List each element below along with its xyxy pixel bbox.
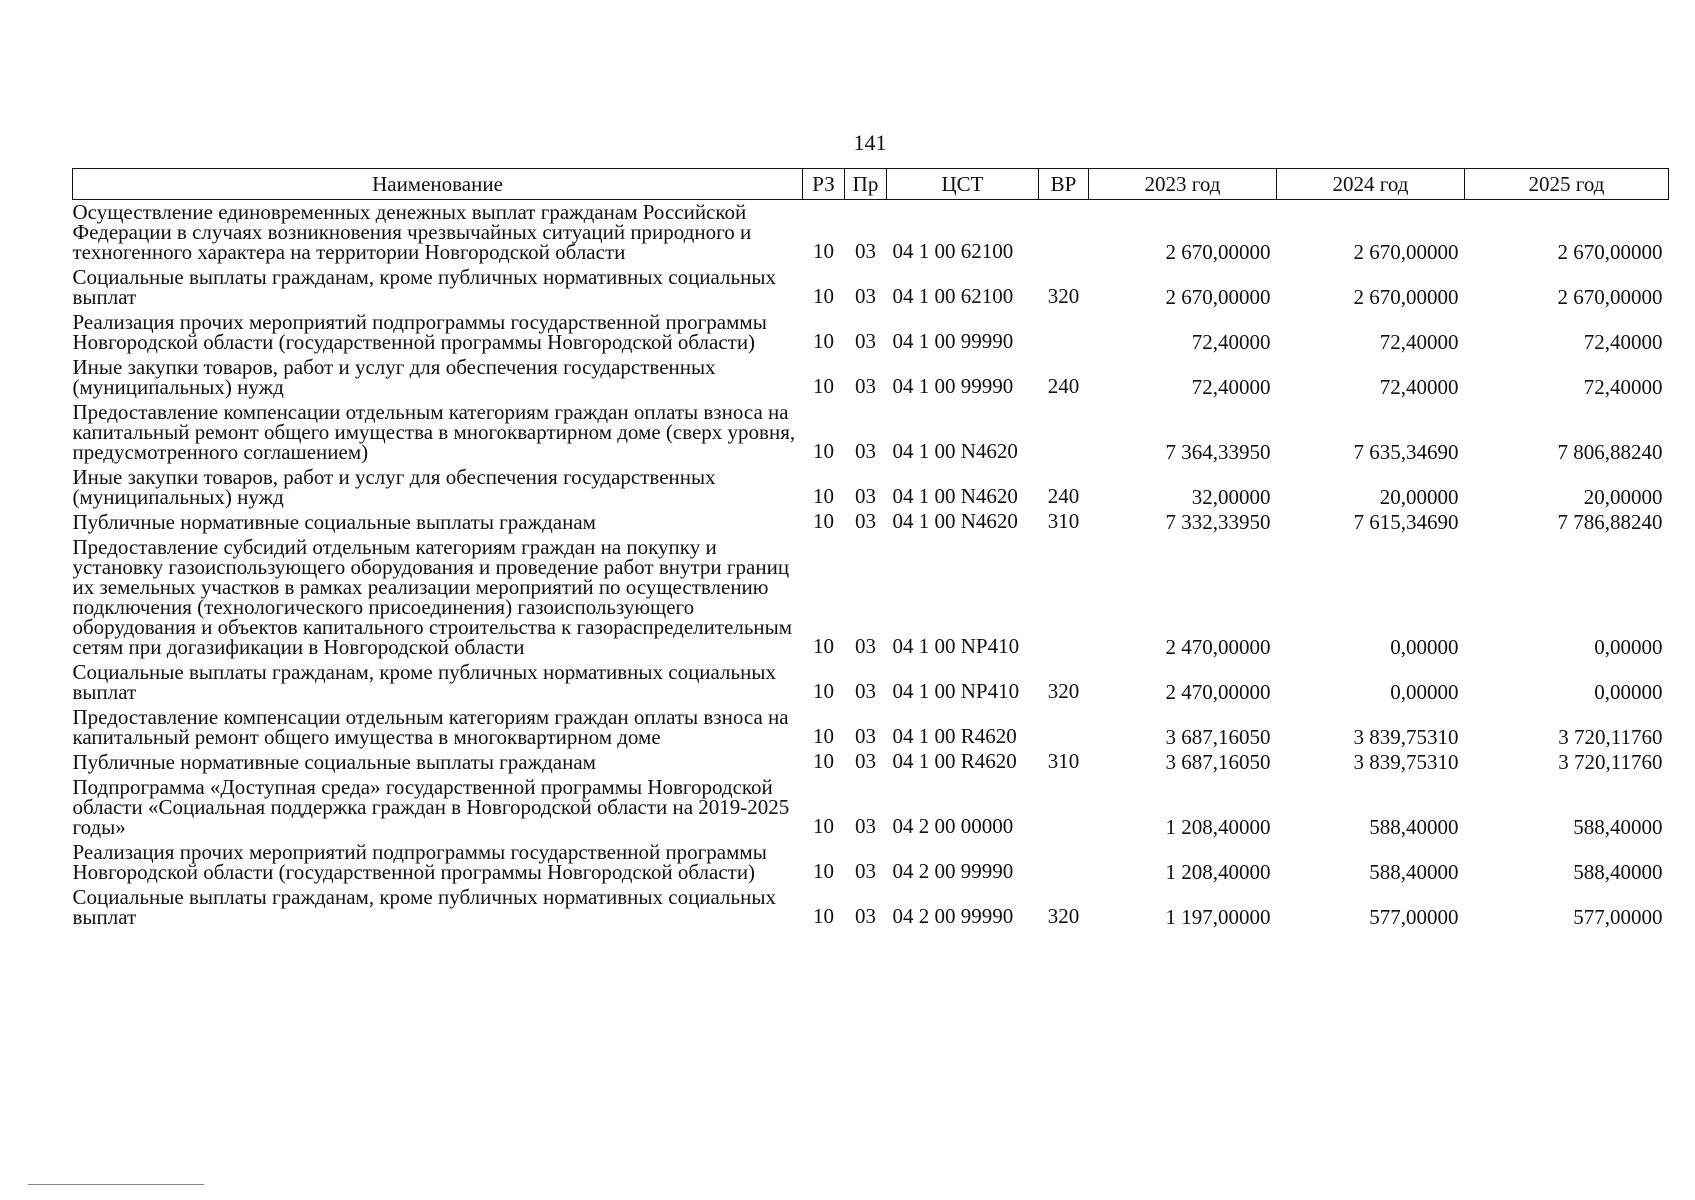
row-2025: 588,40000 [1573,815,1663,839]
budget-table [72,168,1669,930]
row-vr: 310 [1047,749,1080,773]
row-vr: 320 [1047,904,1080,928]
row-2023: 2 470,00000 [1165,635,1271,659]
row-name: Подпрограмма «Доступная среда» государственной программы Новгородской области «Социальная поддержка граждан в Новгородской области на 2019-2025 годы» [72,775,790,839]
row-2025: 0,00000 [1594,680,1663,704]
row-rz: 10 [813,439,834,463]
row-name: Иные закупки товаров, работ и услуг для обеспечения государственных (муниципальных) нужд [72,355,716,399]
row-vr [1039,705,1089,750]
row-2024: 0,00000 [1390,680,1459,704]
row-name: Социальные выплаты гражданам, кроме публичных нормативных социальных выплат [72,660,776,704]
row-rz: 10 [813,904,834,928]
row-2023: 1 208,40000 [1165,860,1271,884]
row-name: Осуществление единовременных денежных выплат гражданам Российской Федерации в случаях возникновения чрезвычайных ситуаций природного и техногенного характера на территории Новгородской области [72,200,752,264]
table-row [73,535,1669,660]
row-2023: 7 332,33950 [1165,510,1271,534]
row-name: Социальные выплаты гражданам, кроме публичных нормативных социальных выплат [72,265,776,309]
row-rz: 10 [813,724,834,748]
row-cst: 04 1 00 99990 [892,329,1014,353]
row-cst: 04 1 00 N4620 [892,439,1018,463]
row-pr: 03 [855,749,876,773]
row-vr [1039,840,1089,885]
row-cst: 04 1 00 62100 [892,284,1014,308]
header-2024: 2024 год [1277,169,1465,200]
row-2025: 3 720,11760 [1558,725,1663,749]
row-pr: 03 [855,679,876,703]
row-name: Иные закупки товаров, работ и услуг для обеспечения государственных (муниципальных) нужд [72,465,716,509]
row-2024: 7 615,34690 [1353,510,1459,534]
row-2025: 20,00000 [1583,485,1663,509]
table-row [73,265,1669,310]
row-rz: 10 [813,284,834,308]
row-rz: 10 [813,484,834,508]
table-row [73,200,1669,266]
row-name: Социальные выплаты гражданам, кроме публичных нормативных социальных выплат [72,885,776,929]
header-name: Наименование [73,169,803,200]
row-rz: 10 [813,509,834,533]
row-cst: 04 2 00 00000 [892,814,1014,838]
row-pr: 03 [855,484,876,508]
row-pr: 03 [855,509,876,533]
row-2025: 0,00000 [1594,635,1663,659]
table-body [73,200,1669,931]
row-2024: 72,40000 [1379,375,1459,399]
row-name: Реализация прочих мероприятий подпрограммы государственной программы Новгородской области (государственной программы Новгородской области) [72,840,767,884]
row-name: Предоставление компенсации отдельным категориям граждан оплаты взноса на капитальный ремонт общего имущества в многоквартирном доме [72,705,789,749]
row-name: Предоставление компенсации отдельным категориям граждан оплаты взноса на капитальный ремонт общего имущества в многоквартирном доме (сверх уровня, предусмотренного соглашением) [72,400,796,464]
row-cst: 04 1 00 N4620 [892,509,1018,533]
row-pr: 03 [855,634,876,658]
row-name: Предоставление субсидий отдельным категориям граждан на покупку и установку газоиспользующего оборудования и проведение работ внутри границ их земельных участков в рамках реализации мероприятий по осуществлению подключения (технологического присоединения) газоиспользующего оборудования и объектов капитального строительства к газораспределительным сетям при догазификации в Новгородской области [72,535,793,659]
row-vr: 320 [1047,679,1080,703]
row-rz: 10 [813,239,834,263]
row-2025: 2 670,00000 [1557,285,1663,309]
row-2025: 7 806,88240 [1557,440,1663,464]
table-row [73,510,1669,535]
row-2025: 577,00000 [1573,905,1663,929]
row-vr [1039,535,1089,660]
row-2025: 3 720,11760 [1558,750,1663,774]
row-vr [1039,775,1089,840]
row-name: Публичные нормативные социальные выплаты гражданам [72,750,596,774]
row-rz: 10 [813,329,834,353]
table-row [73,355,1669,400]
row-rz: 10 [813,679,834,703]
row-vr: 320 [1047,284,1080,308]
row-pr: 03 [855,329,876,353]
row-rz: 10 [813,374,834,398]
row-2024: 7 635,34690 [1353,440,1459,464]
row-pr: 03 [855,284,876,308]
row-vr: 240 [1047,374,1080,398]
row-cst: 04 1 00 NP410 [892,679,1020,703]
row-vr: 310 [1047,509,1080,533]
row-2024: 2 670,00000 [1353,240,1459,264]
row-2024: 577,00000 [1369,905,1459,929]
row-pr: 03 [855,724,876,748]
table-row [73,310,1669,355]
table-row [73,660,1669,705]
row-pr: 03 [855,439,876,463]
row-2023: 2 670,00000 [1165,240,1271,264]
row-2025: 72,40000 [1583,375,1663,399]
row-rz: 10 [813,749,834,773]
row-vr [1039,200,1089,266]
row-rz: 10 [813,859,834,883]
header-2023: 2023 год [1089,169,1277,200]
row-2024: 3 839,75310 [1353,750,1459,774]
row-2024: 0,00000 [1390,635,1459,659]
table-row [73,400,1669,465]
row-2024: 3 839,75310 [1353,725,1459,749]
row-2023: 72,40000 [1191,375,1271,399]
table-row [73,840,1669,885]
table-row [73,885,1669,930]
row-cst: 04 2 00 99990 [892,859,1014,883]
row-cst: 04 2 00 99990 [892,904,1014,928]
row-cst: 04 1 00 R4620 [892,724,1017,748]
row-pr: 03 [855,859,876,883]
footnote-separator-line [28,1184,204,1185]
row-2023: 32,00000 [1191,485,1271,509]
row-2023: 3 687,16050 [1165,725,1271,749]
header-pr: Пр [845,169,887,200]
row-vr [1039,400,1089,465]
row-cst: 04 1 00 N4620 [892,484,1018,508]
row-pr: 03 [855,239,876,263]
row-rz: 10 [813,814,834,838]
table-row [73,750,1669,775]
row-2023: 1 208,40000 [1165,815,1271,839]
table-row [73,775,1669,840]
row-rz: 10 [813,634,834,658]
row-pr: 03 [855,814,876,838]
row-pr: 03 [855,374,876,398]
header-2025: 2025 год [1465,169,1669,200]
row-2025: 2 670,00000 [1557,240,1663,264]
row-2024: 588,40000 [1369,815,1459,839]
row-2024: 20,00000 [1379,485,1459,509]
header-rz: РЗ [803,169,845,200]
row-name: Реализация прочих мероприятий подпрограммы государственной программы Новгородской области (государственной программы Новгородской области) [72,310,767,354]
table-row [73,465,1669,510]
row-2023: 3 687,16050 [1165,750,1271,774]
row-pr: 03 [855,904,876,928]
row-cst: 04 1 00 R4620 [892,749,1017,773]
row-2024: 588,40000 [1369,860,1459,884]
table-row [73,705,1669,750]
row-2023: 7 364,33950 [1165,440,1271,464]
row-name: Публичные нормативные социальные выплаты гражданам [72,510,596,534]
header-vr: ВР [1039,169,1089,200]
row-cst: 04 1 00 62100 [892,239,1014,263]
row-2025: 7 786,88240 [1557,510,1663,534]
row-2023: 2 670,00000 [1165,285,1271,309]
header-cst: ЦСТ [887,169,1039,200]
row-2023: 1 197,00000 [1165,905,1271,929]
row-2024: 2 670,00000 [1353,285,1459,309]
row-vr: 240 [1047,484,1080,508]
row-2025: 72,40000 [1583,330,1663,354]
row-2024: 72,40000 [1379,330,1459,354]
row-cst: 04 1 00 99990 [892,374,1014,398]
row-2025: 588,40000 [1573,860,1663,884]
row-2023: 72,40000 [1191,330,1271,354]
table-header-row [73,169,1669,200]
row-cst: 04 1 00 NP410 [892,634,1020,658]
row-vr [1039,310,1089,355]
page-number: 141 [853,130,887,155]
row-2023: 2 470,00000 [1165,680,1271,704]
